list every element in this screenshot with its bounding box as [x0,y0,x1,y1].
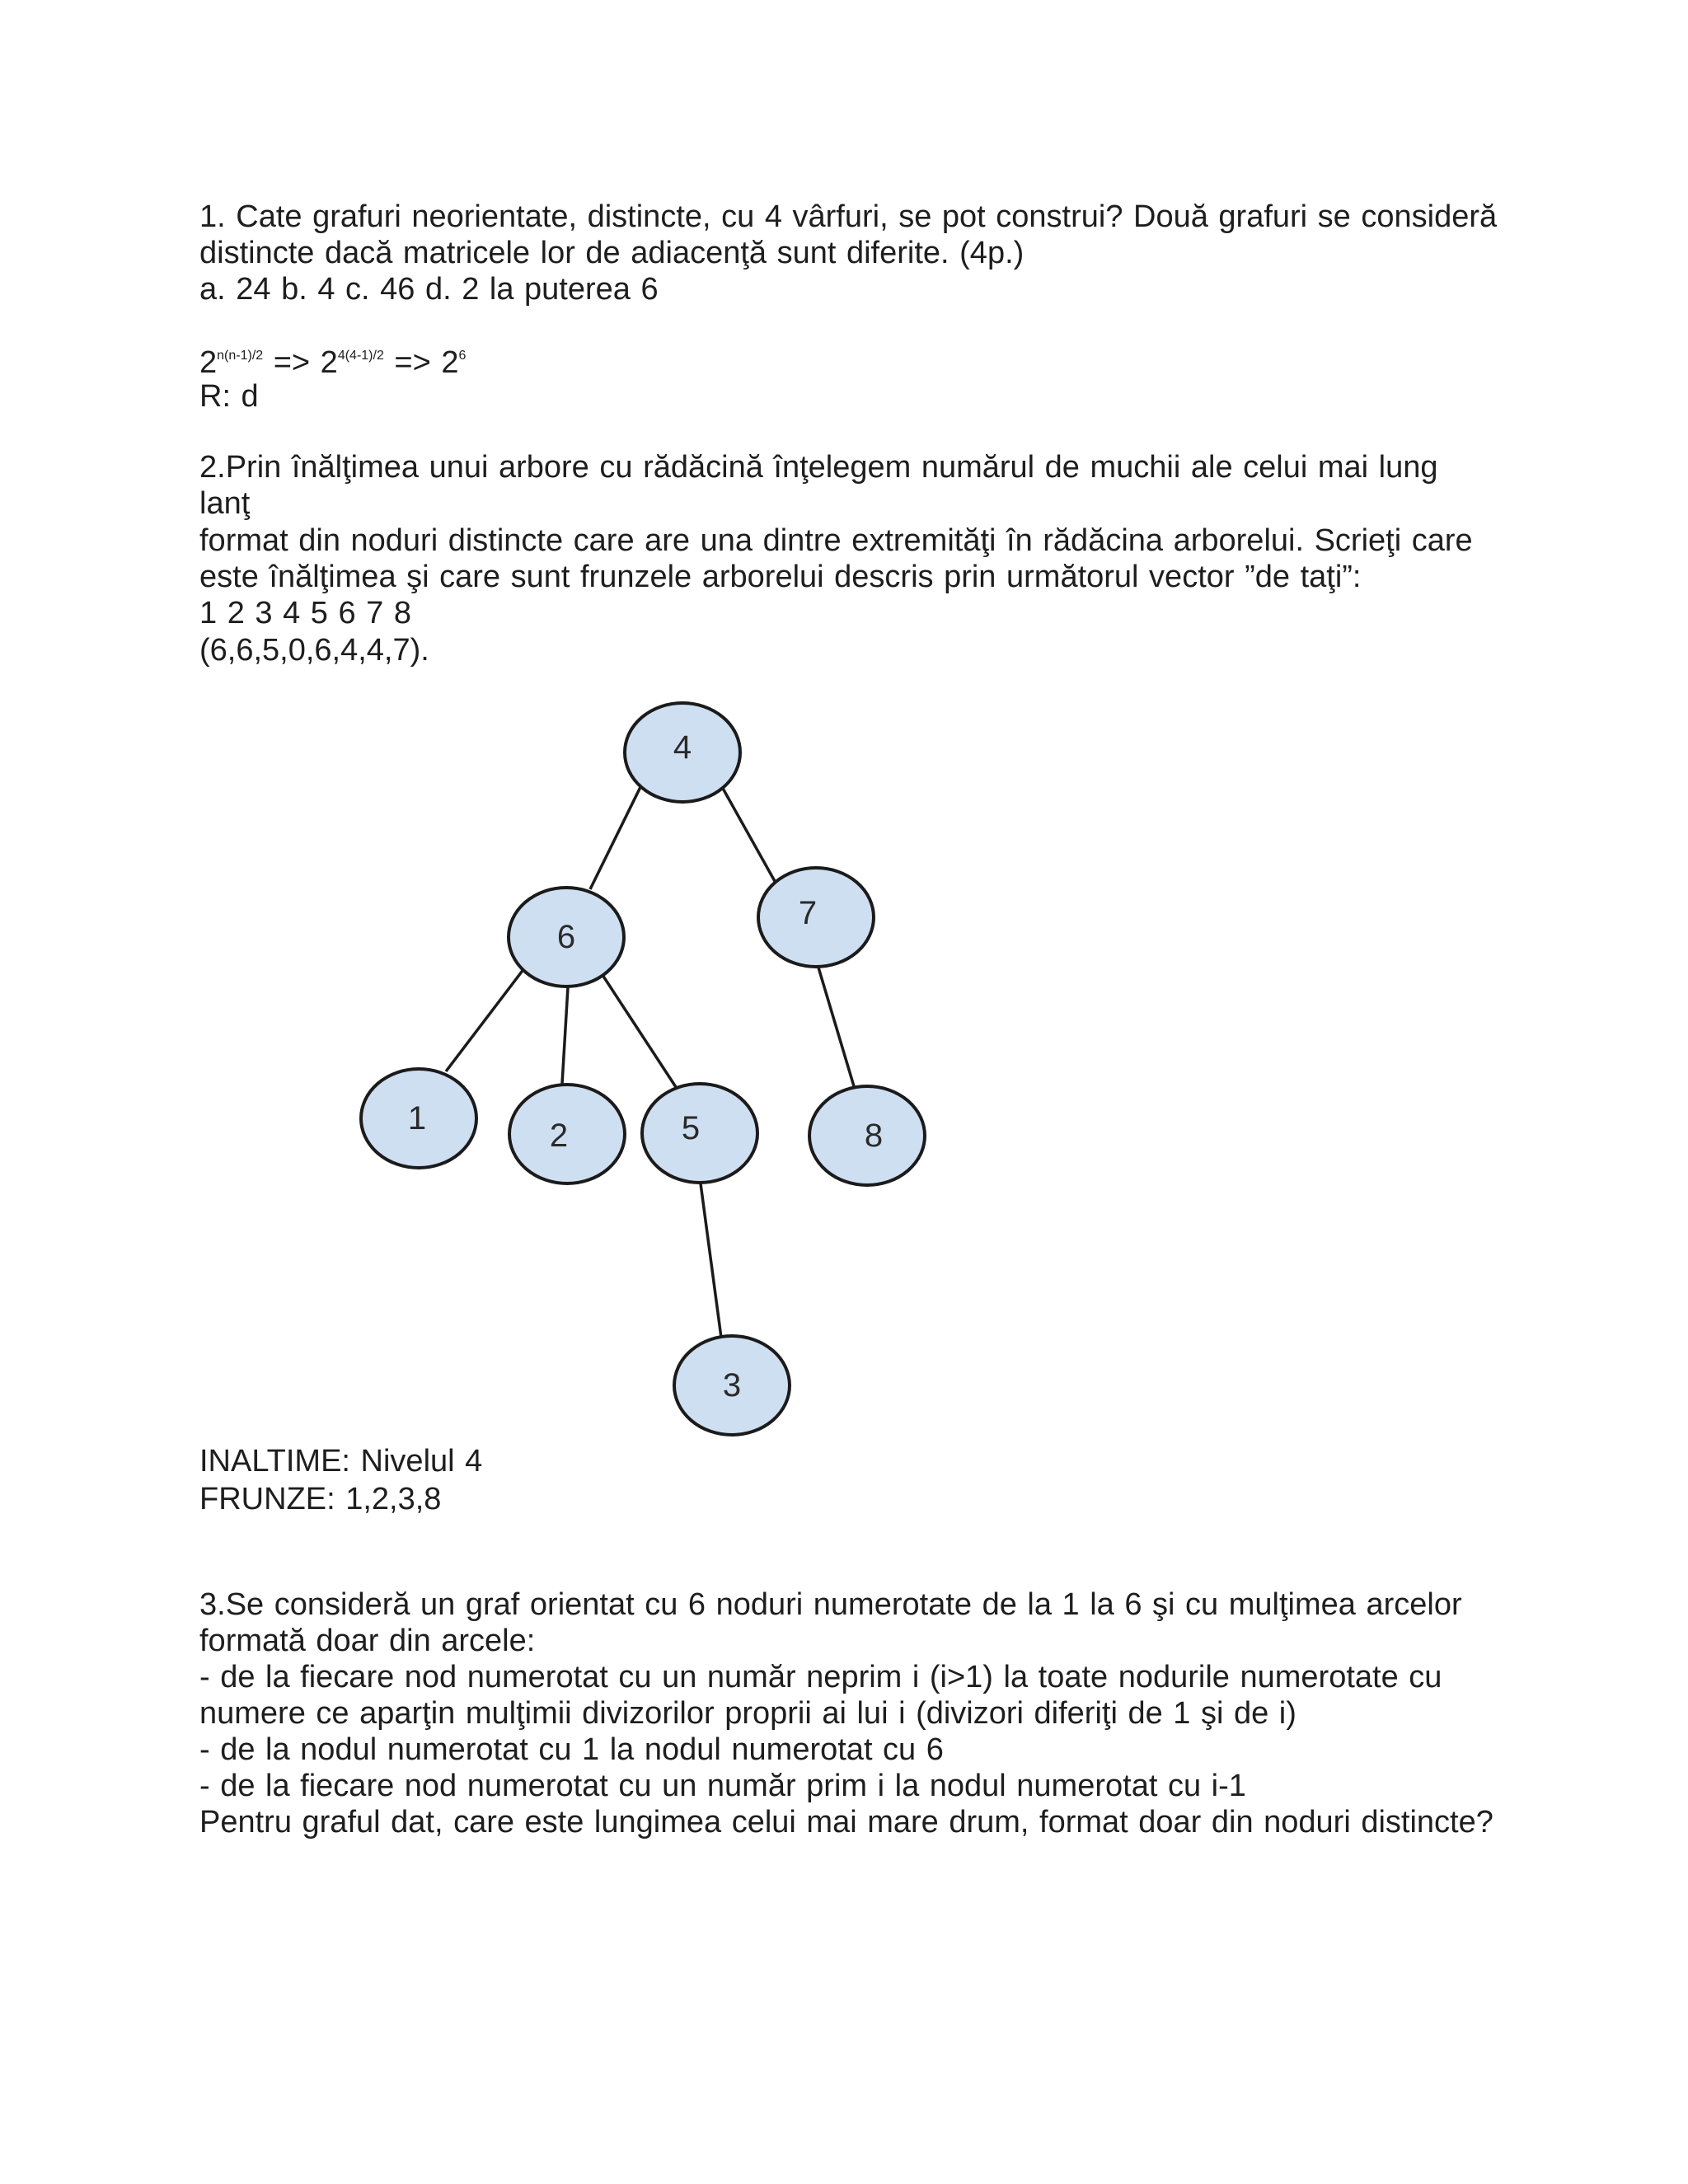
edge-5-3 [701,1183,721,1338]
formula-exponent-1: n(n-1)/2 [217,349,264,363]
q3-line-2: formată doar din arcele: [199,1624,536,1658]
formula-base-2: 2 [320,345,338,380]
formula-arrow-1: => [263,345,321,380]
tree-node-7 [758,868,874,967]
formula-exponent-3: 6 [458,349,467,363]
tree-edges [446,785,854,1338]
node-label-3: 3 [722,1367,742,1404]
q2-leaves-answer: FRUNZE: 1,2,3,8 [199,1482,442,1516]
edge-6-1 [446,968,524,1071]
tree-node-1 [361,1069,476,1168]
q2-line-4: este înălţimea şi care sunt frunzele arborelui descris prin următorul vector ”de taţi”: [199,560,1362,594]
q2-line-2: lanţ [199,486,251,521]
node-label-1: 1 [407,1100,427,1137]
formula-exponent-2: 4(4-1)/2 [337,349,384,363]
q2-vector-values: (6,6,5,0,6,4,4,7). [199,633,429,668]
tree-node-4 [625,703,740,802]
tree-node-8 [809,1086,925,1185]
q3-line-1: 3.Se consideră un graf orientat cu 6 noduri numerotate de la 1 la 6 şi cu mulţimea arcelor [199,1587,1462,1622]
tree-node-5 [642,1084,757,1183]
tree-nodes [361,703,925,1435]
q2-height-answer: INALTIME: Nivelul 4 [199,1444,483,1479]
q1-answer: R: d [199,379,259,414]
tree-node-2 [509,1085,625,1183]
formula-base-1: 2 [199,345,218,380]
edge-6-5 [603,975,676,1087]
edge-6-2 [562,987,568,1084]
node-label-2: 2 [549,1118,569,1154]
node-label-7: 7 [798,895,818,931]
q3-line-4: numere ce aparţin mulţimii divizorilor proprii ai lui i (divizori diferiţi de 1 şi de i) [199,1696,1296,1731]
q2-vector-indices: 1 2 3 4 5 6 7 8 [199,596,411,630]
edge-4-6 [590,785,641,889]
q3-line-6: - de la fiecare nod numerotat cu un număr prim i la nodul numerotat cu i-1 [199,1769,1246,1803]
q3-line-7: Pentru graful dat, care este lungimea celui mai mare drum, format doar din noduri distincte? [199,1805,1493,1840]
q1-options: a. 24 b. 4 c. 46 d. 2 la puterea 6 [199,272,659,307]
edge-4-7 [721,785,776,883]
q2-line-1: 2.Prin înălţimea unui arbore cu rădăcină înţelegem numărul de muchii ale celui mai lung [199,450,1438,485]
node-label-8: 8 [864,1118,884,1154]
node-label-4: 4 [673,729,692,766]
formula-base-3: 2 [441,345,459,380]
q1-line-1: 1. Cate grafuri neorientate, distincte, cu 4 vârfuri, se pot construi? Două grafuri se consideră [199,199,1498,234]
formula-arrow-2: => [383,345,442,380]
q3-line-3: - de la fiecare nod numerotat cu un număr neprim i (i>1) la toate nodurile numerotate cu [199,1660,1442,1694]
q3-line-5: - de la nodul numerotat cu 1 la nodul numerotat cu 6 [199,1732,944,1767]
edge-7-8 [818,968,854,1086]
tree-node-3 [674,1336,790,1435]
node-label-6: 6 [556,919,576,955]
tree-node-6 [509,888,624,987]
q2-line-3: format din noduri distincte care are una dintre extremităţi în rădăcina arborelui. Scrieţi care [199,523,1473,558]
node-label-5: 5 [681,1110,701,1146]
q1-line-2: distincte dacă matricele lor de adiacenţă sunt diferite. (4p.) [199,236,1025,270]
